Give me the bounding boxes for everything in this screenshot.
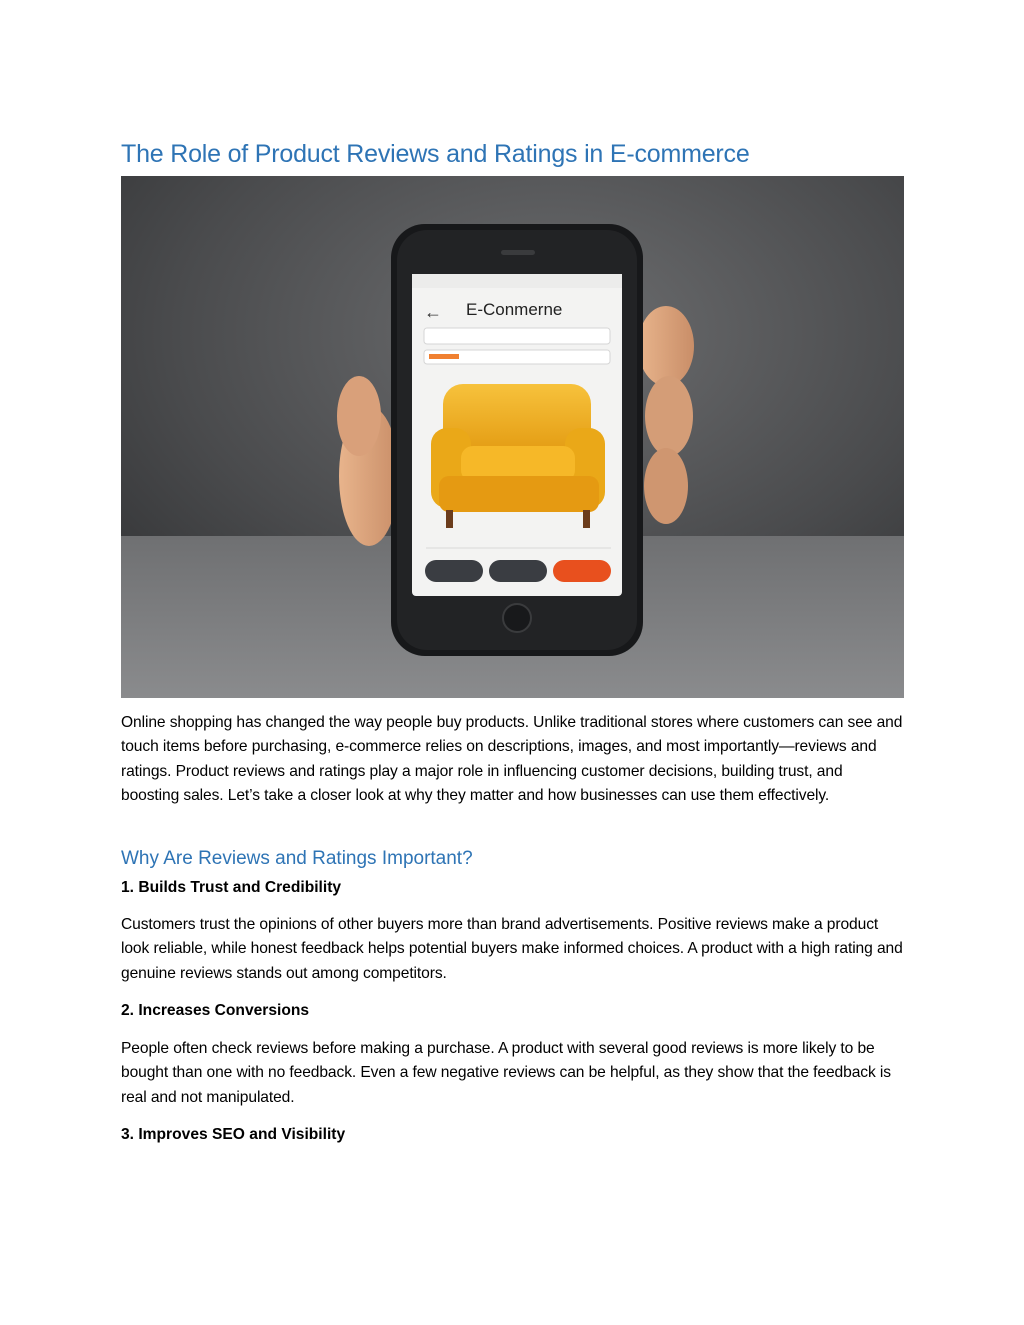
section-heading: Why Are Reviews and Ratings Important? — [121, 848, 473, 869]
point-heading: 3. Improves SEO and Visibility — [121, 1126, 346, 1143]
intro-paragraph: Online shopping has changed the way people buy products. Unlike traditional stores where customers can see and touch items before purchasing, e-commerce relies on descriptions, images, and most importantly—reviews and ratings. Product reviews and ratings play a major role in influencing customer decisions, building trust, and boosting sales. Let’s take a closer look at why they matter and how businesses can use them effectively. — [121, 714, 903, 805]
point-heading: 2. Increases Conversions — [121, 1002, 310, 1019]
screen-header: E-Conmerne — [466, 300, 563, 319]
svg-text:←: ← — [424, 302, 442, 322]
hero-image — [121, 176, 904, 698]
point-heading: 1. Builds Trust and Credibility — [121, 879, 342, 896]
page-title: The Role of Product Reviews and Ratings in E-commerce — [121, 140, 750, 168]
point-body: Customers trust the opinions of other buyers more than brand advertisements. Positive reviews make a product look reliable, while honest feedback helps potential buyers make informed choices. A product with a high rating and genuine reviews stands out among competitors. — [121, 916, 903, 982]
point-body: People often check reviews before making a purchase. A product with several good reviews is more likely to be bought than one with no feedback. Even a few negative reviews can be helpful, as they show that the feedback is real and not manipulated. — [121, 1040, 891, 1106]
